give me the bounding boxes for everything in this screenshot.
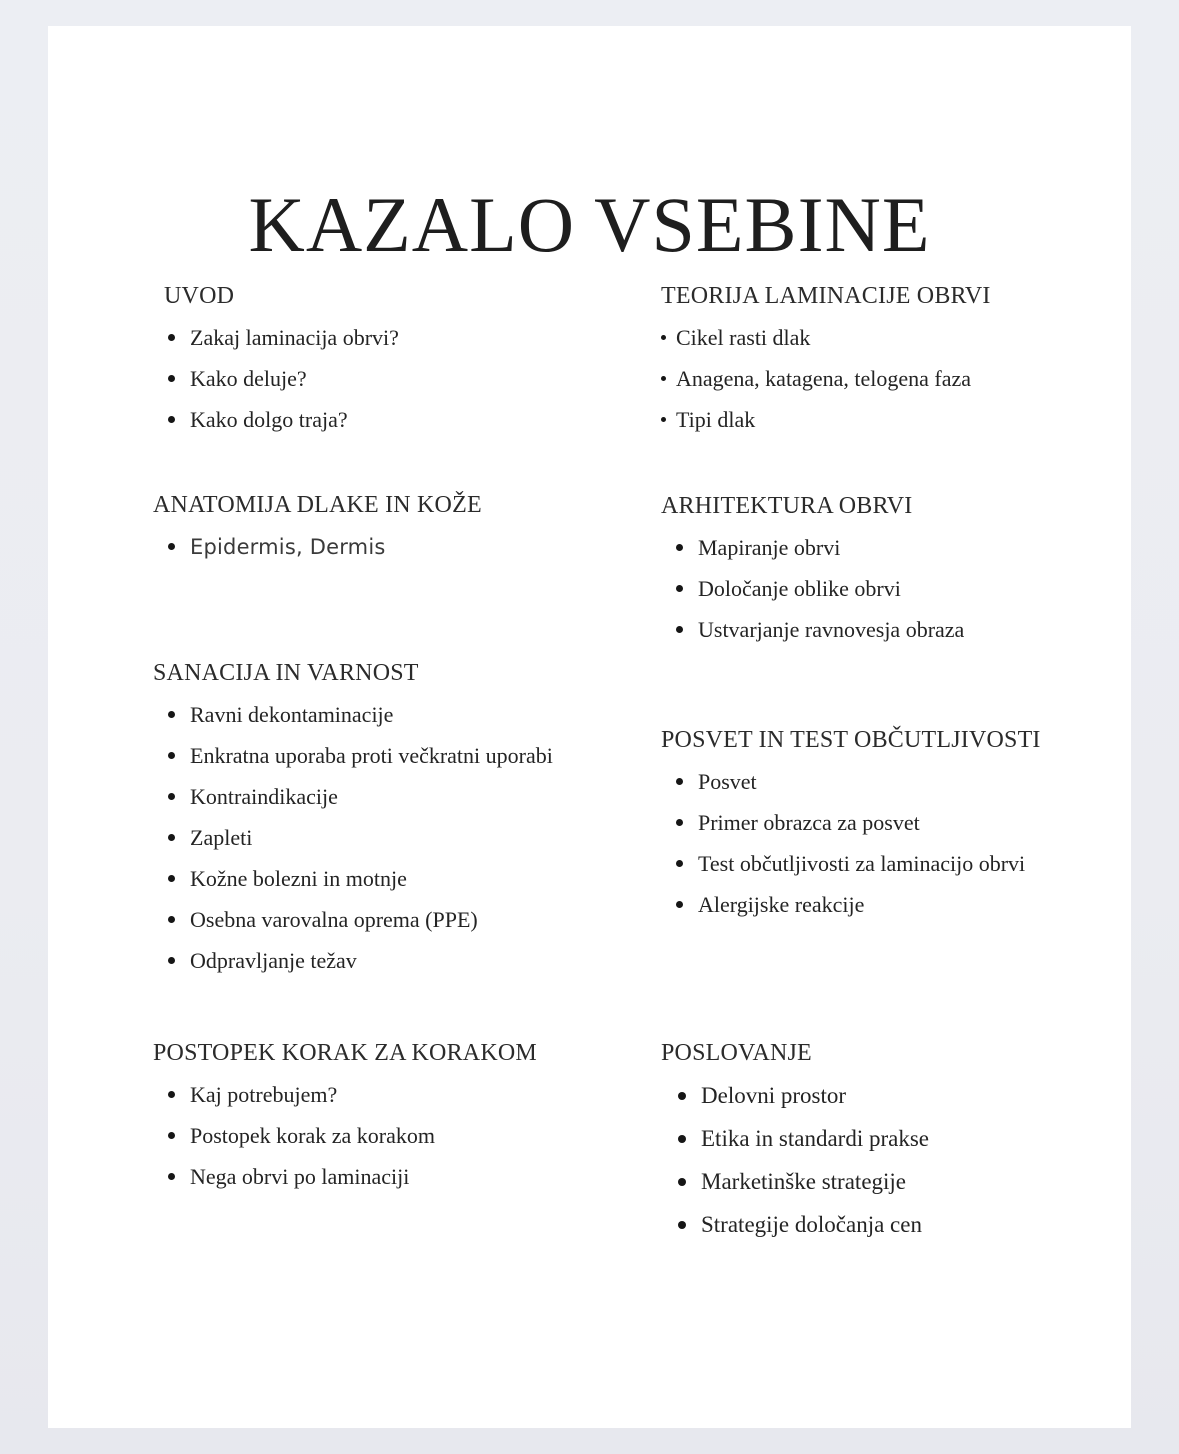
bullet-icon: [168, 834, 175, 841]
section-postopek: [153, 1038, 673, 1197]
toc-item-label: Postopek korak za korakom: [190, 1123, 435, 1148]
toc-item: [661, 761, 1131, 802]
toc-item: [153, 817, 673, 858]
bullet-icon: [678, 1135, 686, 1143]
toc-item-label: Ravni dekontaminacije: [190, 702, 394, 727]
section-teorija: [661, 281, 1131, 440]
toc-item: [153, 899, 673, 940]
toc-item-label: Zapleti: [190, 825, 253, 850]
bullet-icon: [661, 376, 666, 381]
section-list: [153, 1074, 673, 1197]
toc-item-label: Ustvarjanje ravnovesja obraza: [698, 617, 965, 642]
toc-item: [153, 526, 673, 568]
bullet-icon: [676, 544, 683, 551]
bullet-icon: [678, 1221, 686, 1229]
section-list: [153, 526, 673, 568]
section-heading: TEORIJA LAMINACIJE OBRVI: [661, 283, 991, 309]
toc-page: [48, 26, 1131, 1428]
toc-item-label: Alergijske reakcije: [698, 892, 865, 917]
toc-item: [153, 735, 673, 776]
page-title: KAZALO VSEBINE: [248, 181, 931, 269]
toc-item: [661, 568, 1131, 609]
bullet-icon: [168, 543, 175, 550]
toc-item: [661, 609, 1131, 650]
bullet-icon: [168, 752, 175, 759]
toc-item-label: Posvet: [698, 769, 757, 794]
toc-item: [661, 1203, 1131, 1246]
bullet-icon: [661, 335, 666, 340]
toc-item: [153, 358, 673, 399]
toc-item: [661, 317, 1131, 358]
toc-item-label: Epidermis, Dermis: [190, 535, 386, 559]
toc-item-label: Kontraindikacije: [190, 784, 338, 809]
toc-item-label: Kako dolgo traja?: [190, 407, 348, 432]
toc-item: [153, 694, 673, 735]
section-list: [661, 761, 1131, 925]
toc-item-label: Mapiranje obrvi: [698, 535, 841, 560]
toc-item-label: Odpravljanje težav: [190, 948, 357, 973]
section-sanacija: [153, 658, 673, 981]
section-uvod: [153, 281, 673, 440]
toc-item: [153, 940, 673, 981]
toc-item: [661, 358, 1131, 399]
bullet-icon: [168, 793, 175, 800]
bullet-icon: [168, 957, 175, 964]
section-list: [153, 694, 673, 981]
section-posvet: [661, 725, 1131, 925]
bullet-icon: [661, 417, 666, 422]
section-heading: POSVET IN TEST OBČUTLJIVOSTI: [661, 727, 1041, 753]
toc-item-label: Marketinške strategije: [701, 1169, 907, 1194]
section-list: [661, 317, 1131, 440]
bullet-icon: [168, 875, 175, 882]
section-list: [661, 527, 1131, 650]
bullet-icon: [678, 1178, 686, 1186]
section-heading: POSLOVANJE: [661, 1040, 812, 1066]
toc-item-label: Etika in standardi prakse: [701, 1126, 930, 1151]
toc-item-label: Anagena, katagena, telogena faza: [676, 366, 971, 391]
bullet-icon: [168, 1132, 175, 1139]
toc-item: [661, 399, 1131, 440]
toc-item: [153, 776, 673, 817]
bullet-icon: [676, 860, 683, 867]
section-arhitektura: [661, 491, 1131, 650]
toc-item-label: Cikel rasti dlak: [676, 325, 811, 350]
toc-item-label: Zakaj laminacija obrvi?: [190, 325, 399, 350]
toc-item: [661, 802, 1131, 843]
toc-item-label: Kaj potrebujem?: [190, 1082, 338, 1107]
toc-item-label: Kožne bolezni in motnje: [190, 866, 407, 891]
bullet-icon: [168, 416, 175, 423]
section-list: [153, 317, 673, 440]
toc-item: [153, 399, 673, 440]
section-heading: ANATOMIJA DLAKE IN KOŽE: [153, 492, 482, 518]
section-heading: SANACIJA IN VARNOST: [153, 660, 419, 686]
toc-item-label: Kako deluje?: [190, 366, 307, 391]
section-heading: UVOD: [164, 283, 235, 309]
section-heading: ARHITEKTURA OBRVI: [661, 493, 913, 519]
section-heading: POSTOPEK KORAK ZA KORAKOM: [153, 1040, 537, 1066]
bullet-icon: [676, 626, 683, 633]
bullet-icon: [678, 1092, 686, 1100]
toc-item: [153, 317, 673, 358]
bullet-icon: [168, 375, 175, 382]
toc-item-label: Nega obrvi po laminaciji: [190, 1164, 410, 1189]
toc-item-label: Strategije določanja cen: [701, 1212, 922, 1237]
toc-item-label: Delovni prostor: [701, 1083, 847, 1108]
bullet-icon: [168, 1091, 175, 1098]
bullet-icon: [168, 1173, 175, 1180]
section-poslovanje: [661, 1038, 1131, 1246]
toc-item: [661, 1160, 1131, 1203]
toc-item-label: Osebna varovalna oprema (PPE): [190, 907, 478, 932]
toc-item: [153, 1156, 673, 1197]
toc-item: [153, 1115, 673, 1156]
toc-item: [661, 1074, 1131, 1117]
toc-item: [661, 843, 1131, 884]
toc-item: [661, 527, 1131, 568]
bullet-icon: [676, 819, 683, 826]
toc-item-label: Primer obrazca za posvet: [698, 810, 920, 835]
bullet-icon: [168, 334, 175, 341]
toc-item: [661, 884, 1131, 925]
bullet-icon: [676, 585, 683, 592]
toc-item-label: Enkratna uporaba proti večkratni uporabi: [190, 743, 553, 768]
toc-item: [153, 858, 673, 899]
bullet-icon: [676, 901, 683, 908]
toc-item-label: Tipi dlak: [676, 407, 756, 432]
bullet-icon: [168, 916, 175, 923]
section-anatomija: [153, 490, 673, 568]
toc-item: [661, 1117, 1131, 1160]
section-list: [661, 1074, 1131, 1246]
toc-item-label: Test občutljivosti za laminacijo obrvi: [698, 851, 1026, 876]
bullet-icon: [168, 711, 175, 718]
bullet-icon: [676, 778, 683, 785]
toc-item: [153, 1074, 673, 1115]
toc-item-label: Določanje oblike obrvi: [698, 576, 901, 601]
